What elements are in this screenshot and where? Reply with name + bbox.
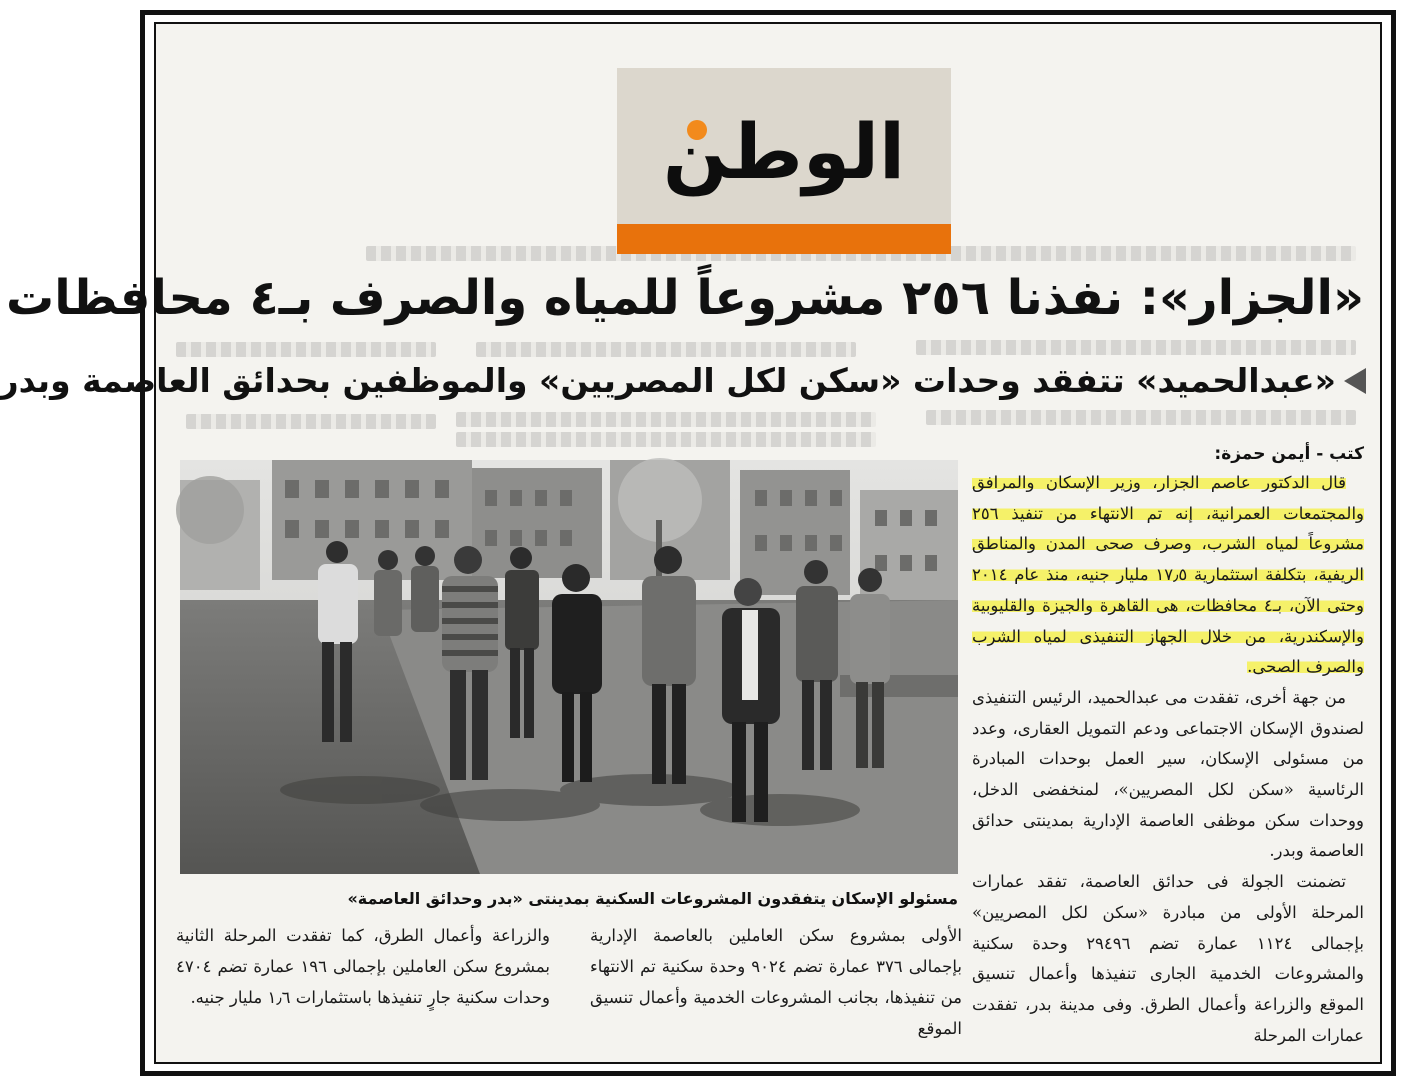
ghost-line	[476, 342, 856, 357]
byline: كتب - أيمن حمزة:	[1214, 444, 1364, 464]
highlighted-text: قال الدكتور عاصم الجزار، وزير الإسكان والمرافق والمجتمعات العمرانية، إنه تم الانتهاء من تنفيذ ٢٥٦ مشروعاً لمياه الشرب، وصرف صحى المدن والمناطق الريفية، بتكلفة استثمارية ١٧٫٥ مليار جنيه، منذ عام ٢٠١٤ وحتى الآن، بـ٤ محافظات، هى القاهرة والجيزة والقليوبية والإسكندرية، من خلال الجهاز التنفيذى لمياه الشرب والصرف الصحى.	[972, 473, 1365, 677]
arrow-icon	[1344, 368, 1366, 394]
article-paragraph-3: تضمنت الجولة فى حدائق العاصمة، تفقد عمارات المرحلة الأولى من مبادرة «سكن لكل المصريين» بإجمالى ١١٢٤ عمارة تضم ٢٩٤٩٦ وحدة سكنية والمشروعات الخدمية الجارى تنفيذها وأعمال تنسيق الموقع والزراعة وأعمال الطرق. وفى مدينة بدر، تفقدت عمارات المرحلة	[972, 872, 1364, 1045]
subheadline: «عبدالحميد» تتفقد وحدات «سكن لكل المصريين» والموظفين بحدائق العاصمة وبدر	[0, 361, 1336, 400]
headline: «الجزار»: نفذنا ٢٥٦ مشروعاً للمياه والصرف بـ٤ محافظات	[5, 270, 1364, 326]
subheadline-row	[0, 356, 1366, 406]
ghost-line	[916, 340, 1356, 355]
article-column-middle: الأولى بمشروع سكن العاملين بالعاصمة الإدارية بإجمالى ٣٧٦ عمارة تضم ٩٠٢٤ وحدة سكنية تم الانتهاء من تنفيذها، بجانب المشروعات الخدمية وأعمال تنسيق الموقع	[590, 926, 962, 1038]
masthead-accent-bar	[617, 224, 951, 254]
masthead-logo	[617, 68, 951, 254]
photo-caption: مسئولو الإسكان يتفقدون المشروعات السكنية بمدينتى «بدر وحدائق العاصمة»	[347, 889, 958, 908]
article-paragraph-2: من جهة أخرى، تفقدت مى عبدالحميد، الرئيس التنفيذى لصندوق الإسكان الاجتماعى ودعم التمويل العقارى، وعدد من مسئولى الإسكان، سير العمل بوحدات المبادرة الرئاسية «سكن لكل المصريين»، لمنخفضى الدخل، ووحدات سكن موظفى العاصمة الإدارية بمدينتى حدائق العاصمة وبدر.	[972, 687, 1364, 861]
logo-text: الوطن	[662, 107, 906, 196]
news-photo	[180, 460, 958, 874]
ghost-line	[456, 412, 876, 427]
ghost-line	[456, 432, 876, 447]
ghost-line	[176, 342, 436, 357]
article-column-left: والزراعة وأعمال الطرق، كما تفقدت المرحلة الثانية بمشروع سكن العاملين بإجمالى ١٩٦ عمارة تضم ٤٧٠٤ وحدات سكنية جارٍ تنفيذها باستثمارات ١٫٦ مليار جنيه.	[176, 926, 550, 1007]
article-paragraph-1	[972, 468, 1364, 683]
ghost-line	[186, 414, 436, 429]
newspaper-clipping	[0, 22, 1382, 1064]
article-body	[972, 468, 1364, 1056]
ghost-line	[926, 410, 1356, 425]
